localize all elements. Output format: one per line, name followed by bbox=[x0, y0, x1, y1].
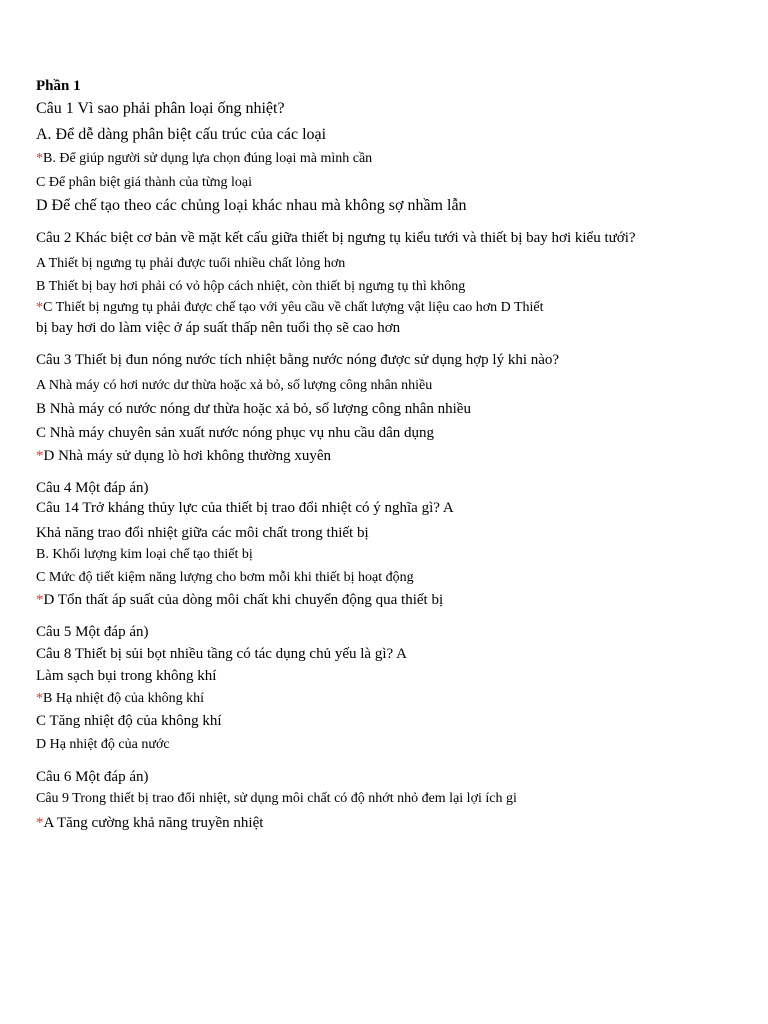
q3-option-d bbox=[36, 446, 331, 466]
q4-title: Câu 4 Một đáp án) bbox=[36, 480, 149, 496]
q2-option-c-continuation: bị bay hơi do làm việc ở áp suất thấp nên tuổi thọ sẽ cao hơn bbox=[36, 320, 401, 336]
q2-option-b: B Thiết bị bay hơi phải có vỏ hộp cách nhiệt, còn thiết bị ngưng tụ thì không bbox=[36, 279, 466, 294]
q4-option-a-continuation: Khả năng trao đổi nhiệt giữa các môi chất trong thiết bị bbox=[36, 525, 369, 541]
q5-title: Câu 5 Một đáp án) bbox=[36, 624, 149, 640]
q6-option-a-text: A Tăng cường khả năng truyền nhiệt bbox=[43, 815, 264, 831]
q2-option-a: A Thiết bị ngưng tụ phải được tuổi nhiều chất lỏng hơn bbox=[36, 256, 346, 271]
q2-option-c-text: C Thiết bị ngưng tụ phải được chế tạo với yêu cầu về chất lượng vật liệu cao hơn D Thiết bbox=[43, 300, 544, 315]
q1-title: Câu 1 Vì sao phải phân loại ống nhiệt? bbox=[36, 100, 285, 117]
q1-option-b-text: B. Để giúp người sử dụng lựa chọn đúng loại mà mình cần bbox=[43, 151, 373, 166]
q1-option-d: D Để chế tạo theo các chủng loại khác nhau mà không sợ nhầm lẫn bbox=[36, 197, 467, 214]
q5-option-c: C Tăng nhiệt độ của không khí bbox=[36, 713, 222, 729]
q4-option-d bbox=[36, 590, 443, 610]
q5-option-a-continuation: Làm sạch bụi trong không khí bbox=[36, 668, 217, 684]
q6-option-a bbox=[36, 813, 263, 833]
q2-title: Câu 2 Khác biệt cơ bản về mặt kết cấu giữa thiết bị ngưng tụ kiểu tưới và thiết bị bay hơi kiểu tưới? bbox=[36, 230, 636, 246]
q6-question: Câu 9 Trong thiết bị trao đổi nhiệt, sử dụng môi chất có độ nhớt nhỏ đem lại lợi ích gi bbox=[36, 791, 517, 806]
q3-option-b: B Nhà máy có nước nóng dư thừa hoặc xả bỏ, số lượng công nhân nhiều bbox=[36, 401, 471, 417]
q2-option-c bbox=[36, 298, 544, 318]
q4-option-c: C Mức độ tiết kiệm năng lượng cho bơm mỗi khi thiết bị hoạt động bbox=[36, 570, 414, 585]
correct-answer-mark: * bbox=[36, 815, 44, 831]
correct-answer-mark: * bbox=[36, 151, 43, 166]
correct-answer-mark: * bbox=[36, 300, 43, 315]
q5-option-d: D Hạ nhiệt độ của nước bbox=[36, 737, 170, 752]
section-heading: Phần 1 bbox=[36, 78, 81, 94]
correct-answer-mark: * bbox=[36, 448, 44, 464]
q1-option-b bbox=[36, 149, 372, 169]
q5-question: Câu 8 Thiết bị sủi bọt nhiều tầng có tác dụng chủ yếu là gì? A bbox=[36, 646, 407, 662]
q3-option-a: A Nhà máy có hơi nước dư thừa hoặc xả bỏ, số lượng công nhân nhiều bbox=[36, 378, 433, 393]
q5-option-b-text: B Hạ nhiệt độ của không khí bbox=[43, 691, 204, 706]
q3-option-d-text: D Nhà máy sử dụng lò hơi không thường xuyên bbox=[43, 448, 332, 464]
q6-title: Câu 6 Một đáp án) bbox=[36, 769, 149, 785]
q5-option-b bbox=[36, 689, 204, 709]
q1-option-c: C Để phân biệt giá thành của từng loại bbox=[36, 175, 252, 190]
correct-answer-mark: * bbox=[36, 592, 44, 608]
q1-option-a: A. Để dễ dàng phân biệt cấu trúc của các loại bbox=[36, 126, 327, 143]
q3-title: Câu 3 Thiết bị đun nóng nước tích nhiệt bằng nước nóng được sử dụng hợp lý khi nào? bbox=[36, 352, 560, 368]
q4-option-b: B. Khối lượng kim loại chế tạo thiết bị bbox=[36, 547, 253, 562]
q4-question: Câu 14 Trở kháng thủy lực của thiết bị trao đổi nhiệt có ý nghĩa gì? A bbox=[36, 500, 454, 516]
q4-option-d-text: D Tổn thất áp suất của dòng môi chất khi chuyển động qua thiết bị bbox=[43, 592, 444, 608]
q3-option-c: C Nhà máy chuyên sản xuất nước nóng phục vụ nhu cầu dân dụng bbox=[36, 425, 435, 441]
correct-answer-mark: * bbox=[36, 691, 43, 706]
